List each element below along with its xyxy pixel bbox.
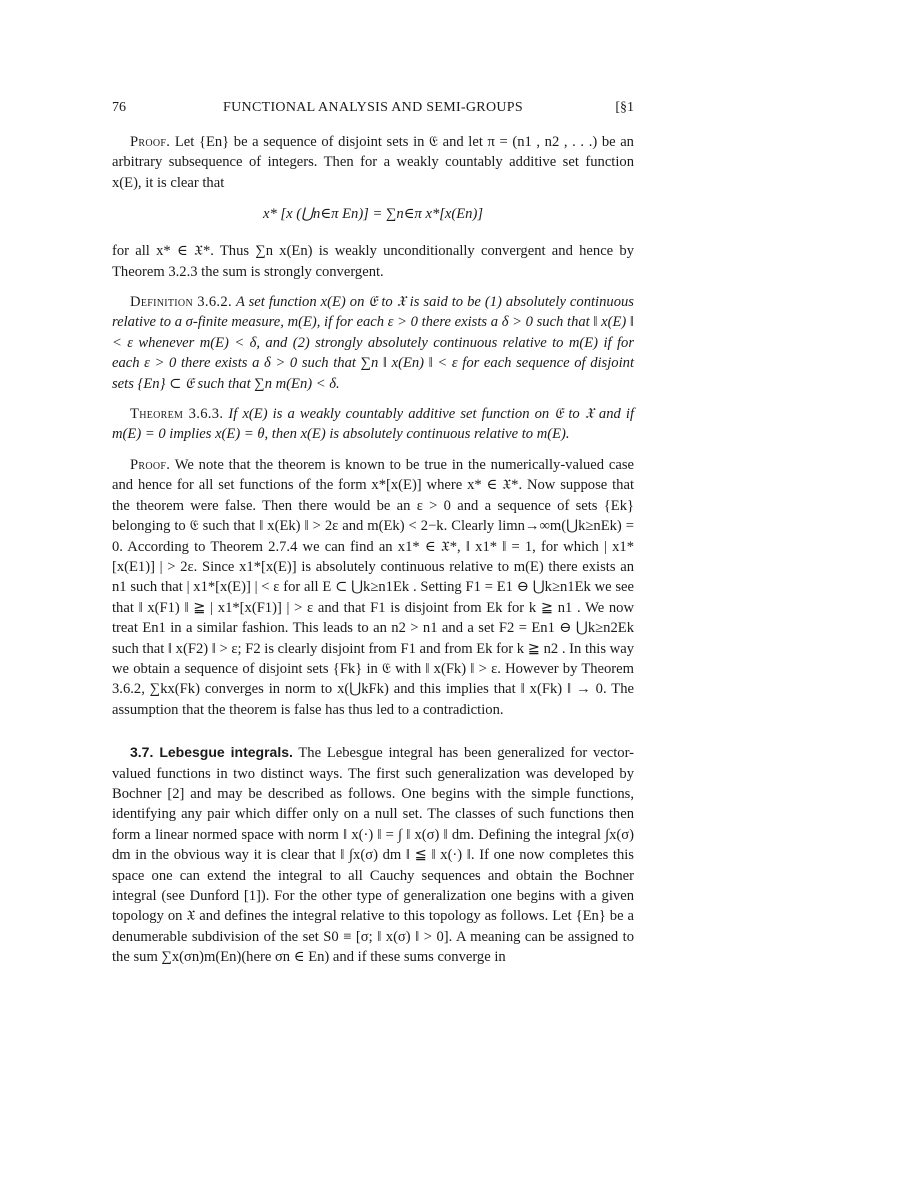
proof-label: Proof.	[130, 134, 171, 150]
theorem-3-6-3	[112, 404, 634, 445]
definition-label: Definition 3.6.2.	[130, 294, 232, 311]
proof-paragraph-1-continued: for all x* ∈ 𝔛*. Thus ∑n x(En) is weakly unconditionally convergent and hence by Theorem 3.2.3 the sum is strongly convergent.	[112, 243, 634, 280]
page-body	[112, 132, 634, 968]
definition-3-6-2	[112, 292, 634, 394]
running-title: FUNCTIONAL ANALYSIS AND SEMI-GROUPS	[223, 100, 523, 115]
proof-text: Let {En} be a sequence of disjoint sets in 𝔈 and let π = (n1 , n2 , . . .) be an arbitrary subsequence of integers. Then for a weakly countably additive set function x(E), it is clear that	[112, 134, 634, 191]
theorem-text: If x(E) is a weakly countably additive set function on 𝔈 to 𝔛 and if m(E) = 0 implies x(E) = θ, then x(E) is absolutely continuous relative to m(E).	[112, 406, 635, 443]
page-number: 76	[112, 100, 126, 115]
theorem-label: Theorem 3.6.3.	[130, 406, 224, 423]
section-3-7	[112, 742, 634, 967]
proof-paragraph-1	[112, 132, 634, 193]
page-header	[112, 98, 634, 118]
section-heading: 3.7. Lebesgue integrals.	[130, 744, 293, 761]
definition-text: A set function x(E) on 𝔈 to 𝔛 is said to be (1) absolutely continuous relative to a σ-finite measure, m(E), if for each ε > 0 there exists a δ > 0 such that ‖ x(E) ‖ < ε whenever m(E) < δ, and (2) strongly absolutely continuous relative to m(E) if for each ε > 0 there exists a δ > 0 such that ∑n ‖ x(En) ‖ < ε for each sequence of disjoint sets {En} ⊂ 𝔈 such that ∑n m(En) < δ.	[112, 294, 634, 392]
section-text: The Lebesgue integral has been generalized for vector-valued functions in two distinct ways. The first such generalization was developed by Bochner [2] and may be described as follows. One begins with the simple functions, identifying any pair which differ only on a null set. The classes of such functions then form a linear normed space with norm ‖ x(·) ‖ = ∫ ‖ x(σ) ‖ dm. Defining the integral ∫x(σ) dm in the obvious way it is clear that ‖ ∫x(σ) dm ‖ ≦ ‖ x(·) ‖. If one now completes this space one can extend the integral to all Cauchy sequences and obtain the Bochner integral (see Dunford [1]). For the other type of generalization one begins with a given topology on 𝔛 and defines the integral relative to this topology as follows. Let {En} be a denumerable subdivision of the set S0 ≡ [σ; ‖ x(σ) ‖ > 0]. A meaning can be assigned to the sum ∑x(σn)m(En)(here σn ∈ En) and if these sums converge in	[112, 745, 635, 966]
proof-text-2: We note that the theorem is known to be true in the numerically-valued case and hence for all set functions of the form x*[x(E)] where x* ∈ 𝔛*. Now suppose that the theorem were false. Then there would be an ε > 0 and a sequence of sets {Ek} belonging to 𝔈 such that ‖ x(Ek) ‖ > 2ε and m(Ek) < 2−k. Clearly limn→∞m(⋃k≥nEk) = 0. According to Theorem 2.7.4 we can find an x1* ∈ 𝔛*, ‖ x1* ‖ = 1, for which | x1*[x(E1)] | > 2ε. Since x1*[x(E)] is absolutely continuous relative to m(E) there exists an n1 such that | x1*[x(E)] | < ε for all E ⊂ ⋃k≥n1Ek . Setting F1 = E1 ⊖ ⋃k≥n1Ek we see that ‖ x(F1) ‖ ≧ | x1*[x(F1)] | > ε and that F1 is disjoint from Ek for k ≧ n1 . We now treat En1 in a similar fashion. This leads to an n2 > n1 and a set F2 = En1 ⊖ ⋃k≥n2Ek such that ‖ x(F2) ‖ > ε; F2 is clearly disjoint from F1 and from Ek for k ≧ n2 . In this way we obtain a sequence of disjoint sets {Fk} in 𝔈 with ‖ x(Fk) ‖ > ε. However by Theorem 3.6.2, ∑kx(Fk) converges in norm to x(⋃kFk) and this implies that ‖ x(Fk) ‖ → 0. The assumption that the theorem is false has thus led to a contradiction.	[112, 456, 634, 718]
proof-label-2: Proof.	[130, 456, 171, 473]
proof-paragraph-2	[112, 455, 634, 720]
section-mark: [§1	[615, 100, 634, 115]
display-equation: x* [x (⋃n∈π En)] = ∑n∈π x*[x(En)]	[262, 206, 484, 223]
